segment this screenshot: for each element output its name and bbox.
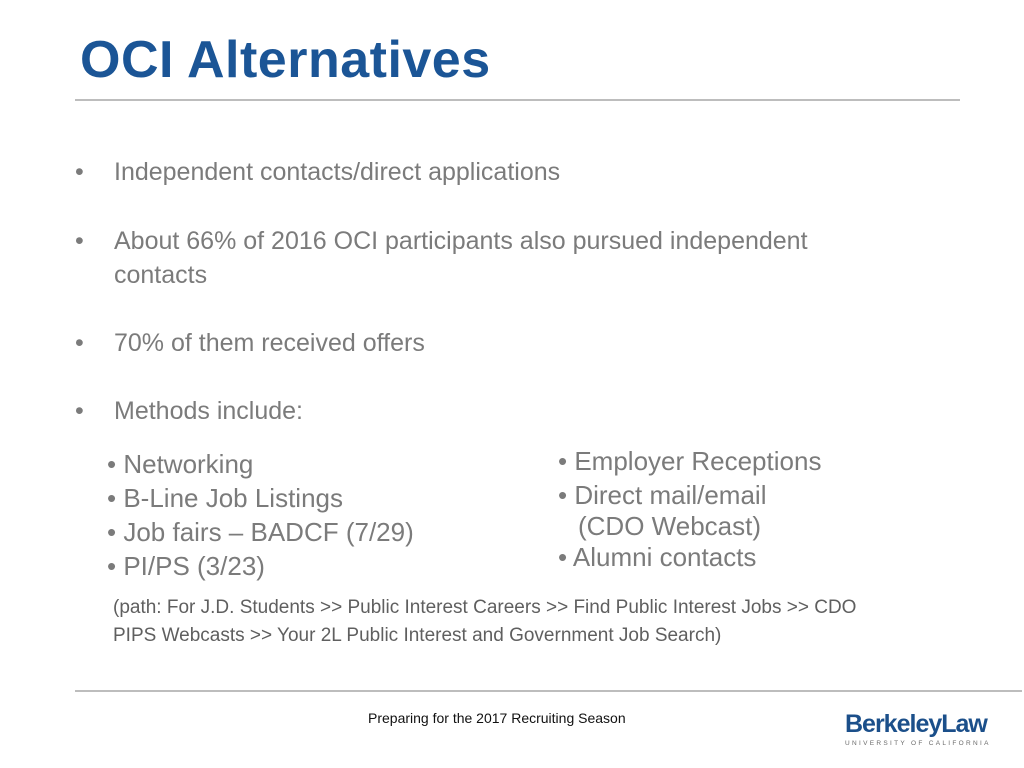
title-divider (75, 99, 960, 101)
bullet-marker: • (75, 397, 84, 425)
bullet-item-4 (75, 394, 935, 428)
methods-left-list (107, 447, 414, 583)
bullet-text: Independent contacts/direct applications (114, 158, 561, 186)
bullet-marker: • (75, 329, 84, 357)
bullet-text: About 66% of 2016 OCI participants also pursued independent contacts (114, 227, 808, 289)
bullet-text: Methods include: (114, 397, 304, 425)
method-item: • B-Line Job Listings (107, 483, 344, 513)
method-item: • PI/PS (3/23) (107, 551, 265, 581)
method-item: • Direct mail/email (558, 480, 767, 510)
slide-title: OCI Alternatives (80, 31, 491, 89)
bullet-marker: • (75, 158, 84, 186)
path-note: (path: For J.D. Students >> Public Interest Careers >> Find Public Interest Jobs >> CDO PIPS Webcasts >> Your 2L Public Interest and Government Job Search) (113, 597, 857, 646)
footer-text: Preparing for the 2017 Recruiting Season (368, 710, 626, 726)
method-item: • Networking (107, 449, 254, 479)
footer-divider (75, 690, 1022, 692)
method-item: • Alumni contacts (558, 542, 757, 572)
bullet-item-2 (75, 224, 935, 292)
bullet-text: 70% of them received offers (114, 329, 425, 357)
logo-subtitle: UNIVERSITY OF CALIFORNIA (845, 740, 991, 747)
method-item: • Job fairs – BADCF (7/29) (107, 517, 414, 547)
logo-wordmark: BerkeleyLaw (845, 710, 987, 738)
methods-right-list (558, 444, 821, 574)
bullet-marker: • (75, 227, 84, 255)
method-item-continuation: (CDO Webcast) (578, 511, 761, 541)
berkeley-law-logo (845, 710, 991, 747)
method-item: • Employer Receptions (558, 446, 822, 476)
bullet-item-1 (75, 155, 935, 189)
bullet-item-3 (75, 326, 935, 360)
